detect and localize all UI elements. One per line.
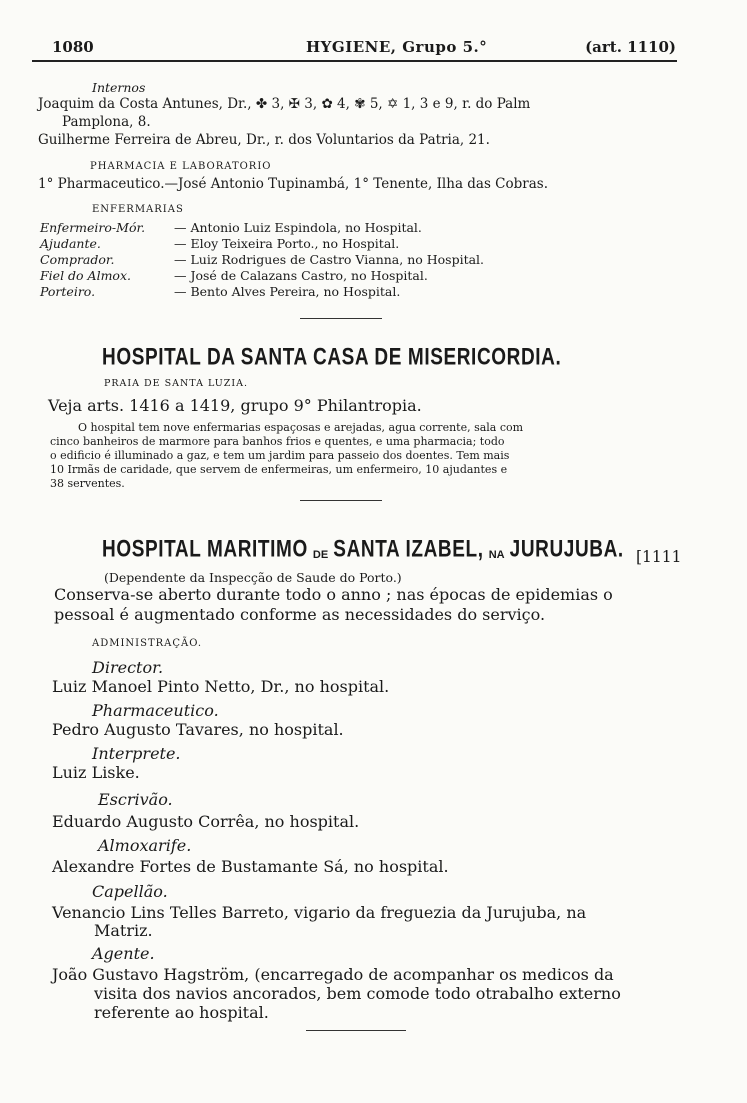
role-name: — Luiz Rodrigues de Castro Vianna, no Hospital. [174,252,485,267]
staff-name: Matriz. [94,921,153,940]
role-label: Ajudante. [40,236,101,251]
staff-role: Pharmaceutico. [92,701,219,720]
santa-izabel-desc-2: pessoal é augmentado conforme as necessidades do serviço. [54,605,546,624]
internos-line-2: Guilherme Ferreira de Abreu, Dr., r. dos Voluntarios da Patria, 21. [38,132,490,148]
staff-role: Escrivão. [98,790,173,809]
page-header [48,38,676,60]
staff-role: Almoxarife. [98,836,192,855]
list-item [40,268,428,283]
description-line: 10 Irmãs de caridade, que servem de enfermeiras, um enfermeiro, 10 ajudantes e [50,463,508,476]
title-part: SANTA IZABEL, [333,536,484,563]
staff-name: Luiz Manoel Pinto Netto, Dr., no hospital. [52,677,390,696]
santa-izabel-title [102,536,624,564]
title-connector: NA [488,549,505,561]
staff-name: Venancio Lins Telles Barreto, vigario da freguezia da Jurujuba, na [52,903,587,922]
role-name: — Bento Alves Pereira, no Hospital. [174,284,401,299]
staff-name: Pedro Augusto Tavares, no hospital. [52,720,344,739]
pharmacia-heading: PHARMACIA E LABORATORIO [90,161,272,172]
santa-izabel-desc-1: Conserva-se aberto durante todo o anno ; nas épocas de epidemias o [54,585,613,604]
list-item [40,284,401,299]
staff-name: Alexandre Fortes de Bustamante Sá, no hospital. [52,857,449,876]
staff-name: visita dos navios ancorados, bem comode todo otrabalho externo [94,984,621,1003]
description-line: cinco banheiros de marmore para banhos frios e quentes, e uma pharmacia; todo [50,435,505,448]
role-name: — Eloy Teixeira Porto., no Hospital. [174,236,400,251]
staff-role: Director. [92,658,164,677]
staff-role: Interprete. [92,744,181,763]
title-part: HOSPITAL MARITIMO [102,536,308,563]
internos-line-1: Joaquim da Costa Antunes, Dr., ✤ 3, ✠ 3, ✿ 4, ✾ 5, ✡ 1, 3 e 9, r. do Palm [38,96,531,112]
staff-name: Eduardo Augusto Corrêa, no hospital. [52,812,360,831]
description-line: 38 serventes. [50,477,125,490]
staff-role: Agente. [92,944,155,963]
section-divider [300,318,382,319]
role-label: Porteiro. [40,284,96,299]
article-reference: (art. 1110) [585,38,676,56]
list-item [40,236,400,251]
santa-izabel-subtitle: (Dependente da Inspecção de Saude do Porto.) [104,570,402,585]
santa-casa-title: HOSPITAL DA SANTA CASA DE MISERICORDIA. [102,344,562,371]
role-label: Fiel do Almox. [40,268,131,283]
page-number: 1080 [52,38,94,56]
title-part: JURUJUBA. [509,536,624,563]
header-rule [32,60,677,62]
role-label: Comprador. [40,252,115,267]
list-item [40,252,485,267]
list-item [40,220,422,235]
staff-name: referente ao hospital. [94,1003,269,1022]
administracao-heading: ADMINISTRAÇÃO. [92,638,203,649]
title-connector: DE [312,549,329,561]
role-label: Enfermeiro-Mór. [40,220,146,235]
section-divider [306,1030,406,1031]
role-name: — José de Calazans Castro, no Hospital. [174,268,428,283]
internos-heading: Internos [92,80,146,95]
internos-line-1b: Pamplona, 8. [62,114,151,130]
pharmacia-line: 1° Pharmaceutico.—José Antonio Tupinambá, 1° Tenente, Ilha das Cobras. [38,176,549,192]
santa-casa-address: PRAIA DE SANTA LUZIA. [104,378,249,389]
enfermarias-heading: ENFERMARIAS [92,204,184,215]
santa-casa-reference: Veja arts. 1416 a 1419, grupo 9° Philantropia. [48,396,422,415]
role-name: — Antonio Luiz Espindola, no Hospital. [174,220,422,235]
article-number: [1111 [636,548,682,566]
staff-name: João Gustavo Hagström, (encarregado de acompanhar os medicos da [52,965,614,984]
staff-name: Luiz Liske. [52,763,140,782]
running-title: HYGIENE, Grupo 5.° [306,38,488,56]
staff-role: Capellão. [92,882,168,901]
description-line: O hospital tem nove enfermarias espaçosas e arejadas, agua corrente, sala com [78,421,524,434]
description-line: o edificio é illuminado a gaz, e tem um jardim para passeio dos doentes. Tem mais [50,449,510,462]
section-divider [300,500,382,501]
